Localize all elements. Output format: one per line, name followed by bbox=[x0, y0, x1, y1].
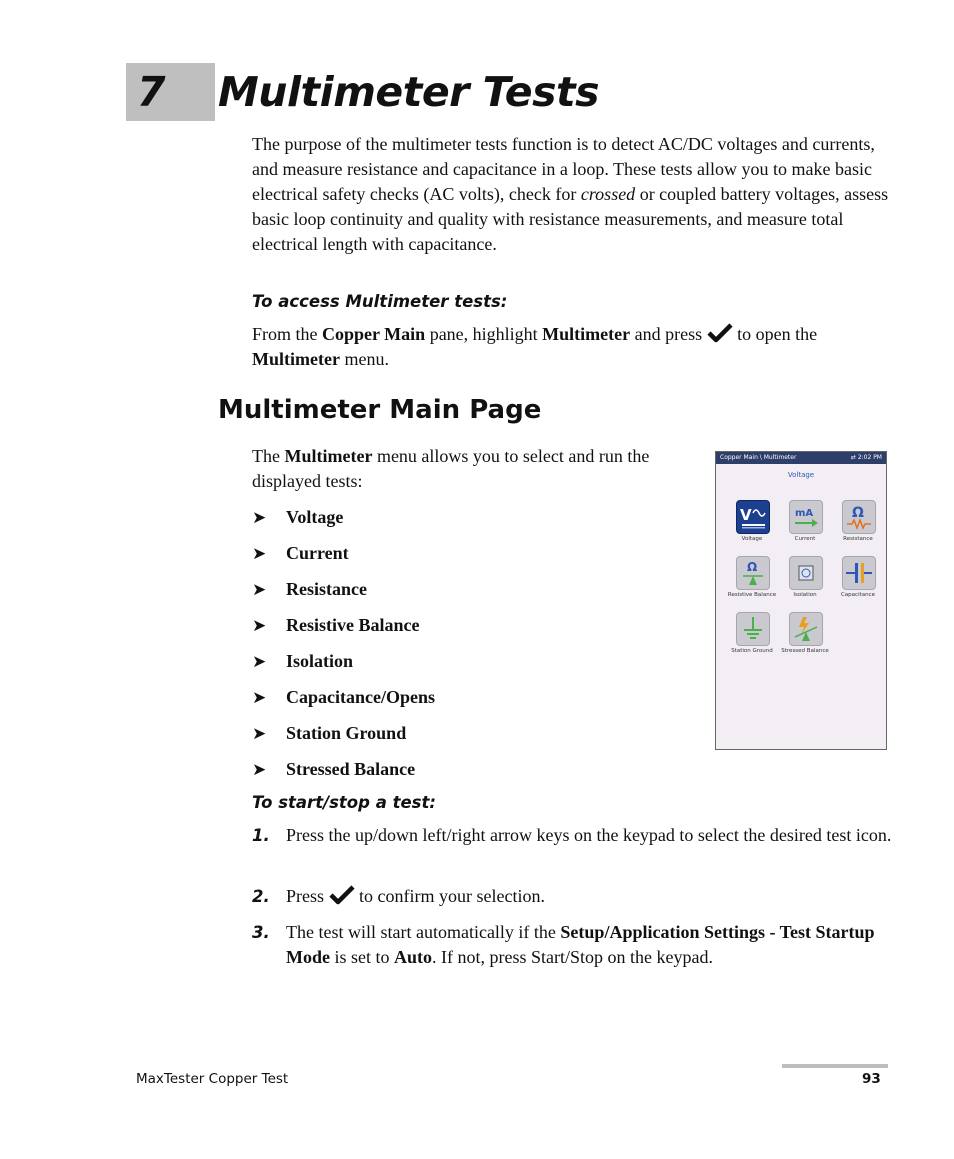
current-icon bbox=[790, 501, 822, 533]
arrow-bullet-icon: ➤ bbox=[252, 508, 267, 527]
access-instructions bbox=[252, 322, 892, 372]
tile-label: Isolation bbox=[793, 592, 817, 598]
arrow-bullet-icon: ➤ bbox=[252, 760, 267, 779]
step-3 bbox=[252, 920, 892, 970]
list-item bbox=[252, 613, 419, 638]
step-2-post: to confirm your selection. bbox=[354, 886, 545, 906]
step-3-auto: Auto bbox=[394, 947, 433, 967]
arrow-bullet-icon: ➤ bbox=[252, 688, 267, 707]
tile-label: Station Ground bbox=[731, 648, 773, 654]
device-title-bar bbox=[716, 452, 886, 464]
list-item bbox=[252, 685, 435, 710]
step-2 bbox=[252, 884, 892, 909]
step-text bbox=[286, 884, 892, 909]
footer-rule bbox=[782, 1064, 888, 1068]
sync-icon: ⇄ bbox=[850, 454, 856, 461]
resistive-balance-tile[interactable] bbox=[736, 556, 770, 590]
station-ground-icon bbox=[737, 613, 769, 645]
device-time bbox=[851, 452, 882, 464]
resistance-tile[interactable] bbox=[842, 500, 876, 534]
step-3-text-1: The test will start automatically if the bbox=[286, 922, 561, 942]
list-item-label: Resistance bbox=[286, 579, 367, 599]
list-item bbox=[252, 541, 349, 566]
isolation-tile[interactable] bbox=[789, 556, 823, 590]
start-procedure-heading: To start/stop a test: bbox=[252, 793, 436, 812]
resistance-icon bbox=[843, 501, 875, 533]
step-text: Press the up/down left/right arrow keys on the keypad to select the desired test icon. bbox=[286, 825, 892, 845]
stressed-balance-icon bbox=[790, 613, 822, 645]
list-item-label: Current bbox=[286, 543, 349, 563]
device-subtitle: Voltage bbox=[787, 471, 815, 479]
resistance-glyph: Ω bbox=[852, 505, 864, 521]
stressed-balance-tile[interactable] bbox=[789, 612, 823, 646]
step-3-setting: Setup/Application Settings - Test Startup Mode bbox=[286, 922, 875, 967]
access-text-5: menu. bbox=[339, 349, 389, 369]
list-item-label: Stressed Balance bbox=[286, 759, 416, 779]
list-item-label: Isolation bbox=[286, 651, 354, 671]
step-3-text-2: is set to bbox=[330, 947, 395, 967]
list-item-label: Capacitance/Opens bbox=[286, 687, 436, 707]
capacitance-icon bbox=[843, 557, 875, 589]
device-breadcrumb: Copper Main \ Multimeter bbox=[720, 454, 797, 461]
tile-label: Capacitance bbox=[840, 592, 876, 598]
voltage-icon bbox=[737, 501, 769, 533]
step-number: 2. bbox=[252, 887, 270, 906]
step-3-text-3: . If not, press Start/Stop on the keypad. bbox=[432, 947, 713, 967]
chapter-number: 7 bbox=[137, 68, 166, 116]
tile-label: Resistance bbox=[843, 536, 873, 542]
checkmark-icon bbox=[707, 323, 733, 343]
list-item bbox=[252, 649, 353, 674]
tile-label: Stressed Balance bbox=[781, 648, 829, 654]
access-multimeter: Multimeter bbox=[542, 324, 631, 344]
menu-multimeter: Multimeter bbox=[284, 446, 373, 466]
step-2-pre: Press bbox=[286, 886, 329, 906]
arrow-bullet-icon: ➤ bbox=[252, 652, 267, 671]
access-text-2: pane, highlight bbox=[425, 324, 543, 344]
intro-paragraph bbox=[252, 132, 892, 257]
tile-label: Voltage bbox=[741, 536, 763, 542]
arrow-bullet-icon: ➤ bbox=[252, 724, 267, 743]
menu-description bbox=[252, 444, 702, 494]
arrow-bullet-icon: ➤ bbox=[252, 580, 267, 599]
arrow-bullet-icon: ➤ bbox=[252, 544, 267, 563]
page-number: 93 bbox=[862, 1071, 881, 1087]
resistive-balance-glyph: Ω bbox=[747, 560, 758, 574]
access-text-3: and press bbox=[630, 324, 707, 344]
list-item-label: Voltage bbox=[286, 507, 344, 527]
section-title: Multimeter Main Page bbox=[218, 395, 542, 425]
menu-text-2: menu allows you to select and run the displayed tests: bbox=[252, 446, 650, 491]
list-item bbox=[252, 505, 343, 530]
device-time-text: 2:02 PM bbox=[857, 454, 882, 461]
current-tile[interactable] bbox=[789, 500, 823, 534]
current-glyph: mA bbox=[795, 508, 814, 519]
step-text bbox=[286, 920, 892, 970]
list-item bbox=[252, 721, 406, 746]
intro-text-1: The purpose of the multimeter tests function is to detect AC/DC voltages and currents, and measure resistance and capacitance in a loop. These tests allow you to make basic electrical safety checks (AC volts), check for bbox=[252, 134, 875, 204]
station-ground-tile[interactable] bbox=[736, 612, 770, 646]
tile-label: Current bbox=[794, 536, 816, 542]
capacitance-tile[interactable] bbox=[842, 556, 876, 590]
intro-emphasis: crossed bbox=[580, 184, 636, 204]
list-item-label: Station Ground bbox=[286, 723, 407, 743]
step-1 bbox=[252, 823, 892, 848]
access-procedure-heading: To access Multimeter tests: bbox=[252, 292, 508, 311]
step-number: 1. bbox=[252, 826, 270, 845]
tile-label: Resistive Balance bbox=[727, 592, 777, 598]
list-item bbox=[252, 577, 367, 602]
arrow-bullet-icon: ➤ bbox=[252, 616, 267, 635]
menu-text-1: The bbox=[252, 446, 285, 466]
chapter-title: Multimeter Tests bbox=[218, 68, 600, 116]
footer-title: MaxTester Copper Test bbox=[136, 1071, 289, 1087]
list-item-label: Resistive Balance bbox=[286, 615, 420, 635]
voltage-glyph: V bbox=[740, 506, 752, 524]
access-multimeter-menu: Multimeter bbox=[252, 349, 340, 369]
access-copper-main: Copper Main bbox=[322, 324, 426, 344]
access-text-4: to open the bbox=[732, 324, 818, 344]
isolation-icon bbox=[790, 557, 822, 589]
resistive-balance-icon bbox=[737, 557, 769, 589]
voltage-tile[interactable] bbox=[736, 500, 770, 534]
multimeter-screenshot bbox=[715, 451, 887, 750]
access-text-1: From the bbox=[252, 324, 322, 344]
checkmark-icon bbox=[329, 885, 355, 905]
intro-text-2: or coupled battery voltages, assess basic loop continuity and quality with resistance measurements, and measure total electrical length with capacitance. bbox=[252, 184, 889, 254]
step-number: 3. bbox=[252, 923, 270, 942]
list-item bbox=[252, 757, 415, 782]
